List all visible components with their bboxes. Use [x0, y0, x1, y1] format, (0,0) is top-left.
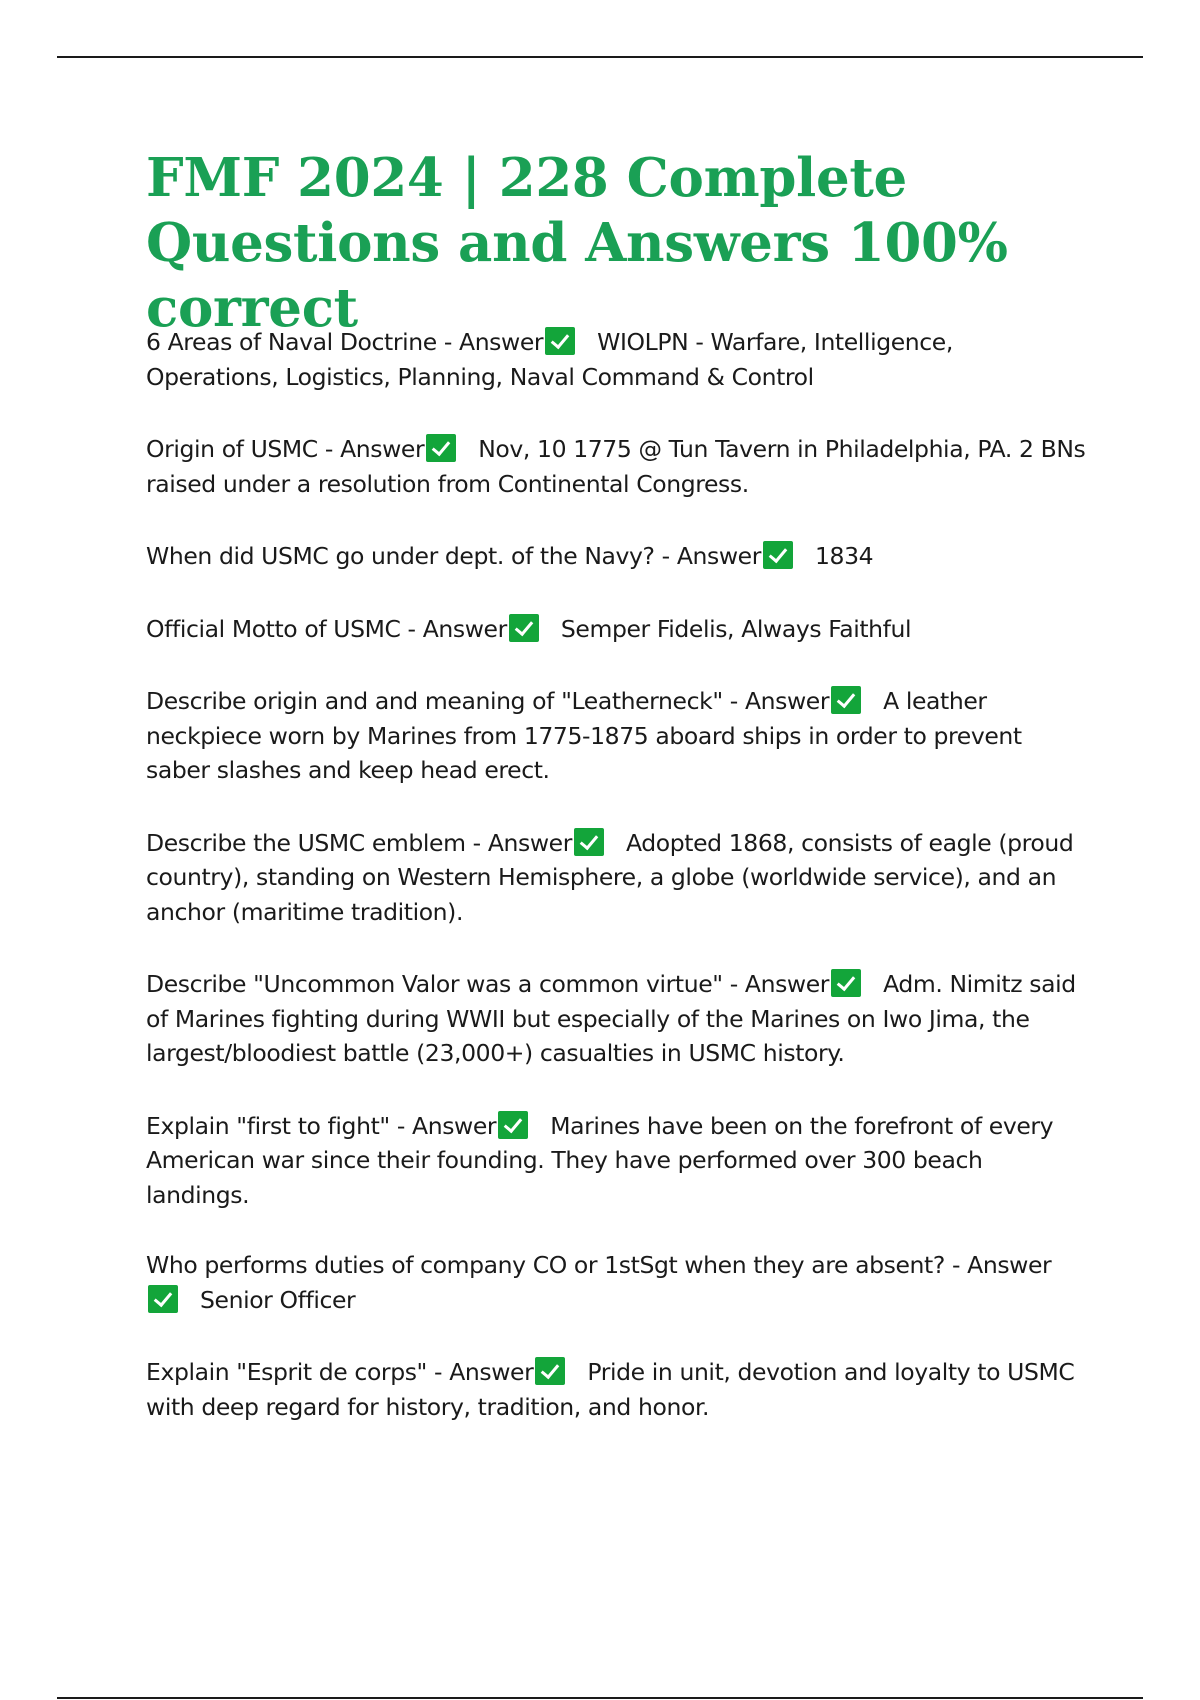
answer-text: Pride in unit, devotion and loyalty to USMC with deep regard for history, tradition, and honor.	[146, 1358, 1075, 1421]
separator: -	[400, 614, 423, 643]
answer-text: Semper Fidelis, Always Faithful	[560, 614, 912, 643]
separator: -	[944, 1251, 968, 1279]
answer-text: WIOLPN - Warfare, Intelligence, Operations, Logistics, Planning, Naval Command & Control	[146, 328, 953, 391]
separator: -	[436, 328, 460, 356]
qa-item	[146, 612, 1091, 647]
bottom-divider	[57, 1697, 1143, 1699]
page-title: FMF 2024 | 228 Complete Questions and Answers 100% correct	[146, 147, 1008, 339]
qa-item	[146, 432, 1091, 501]
separator: -	[654, 542, 677, 570]
check-mark-icon	[509, 614, 539, 642]
qa-list	[146, 325, 1091, 1462]
answer-label: Answer	[676, 542, 761, 570]
qa-item	[146, 325, 1091, 394]
qa-item	[146, 967, 1091, 1071]
check-mark-icon	[574, 828, 604, 856]
question-text: Describe the USMC emblem	[146, 828, 466, 857]
separator: -	[317, 435, 341, 463]
qa-item	[146, 826, 1091, 930]
top-divider	[57, 56, 1143, 58]
question-text: 6 Areas of Naval Doctrine	[146, 328, 437, 356]
answer-label: Answer	[449, 1358, 534, 1386]
question-text: When did USMC go under dept. of the Navy?	[146, 542, 655, 570]
answer-text: Adopted 1868, consists of eagle (proud country), standing on Western Hemisphere, a globe (worldwide service), and an anchor (maritime tradition).	[146, 828, 1074, 926]
question-text: Who performs duties of company CO or 1stSgt when they are absent?	[146, 1251, 945, 1279]
answer-label: Answer	[422, 614, 507, 643]
check-mark-icon	[831, 969, 861, 997]
question-text: Explain "first to fight"	[146, 1111, 390, 1140]
qa-item	[146, 1248, 1091, 1317]
answer-label: Answer	[487, 828, 572, 857]
separator: -	[465, 828, 488, 857]
answer-label: Answer	[744, 687, 830, 715]
answer-label: Answer	[967, 1251, 1052, 1279]
separator: -	[722, 970, 745, 998]
answer-label: Answer	[744, 970, 830, 998]
check-mark-icon	[763, 541, 793, 569]
question-text: Origin of USMC	[146, 435, 318, 463]
separator: -	[389, 1111, 413, 1140]
check-mark-icon	[148, 1285, 178, 1313]
check-mark-icon	[535, 1357, 565, 1385]
answer-text: Adm. Nimitz said of Marines fighting during WWII but especially of the Marines on Iwo Jima, the largest/bloodiest battle (23,000+) casualties in USMC history.	[146, 970, 1076, 1067]
answer-text: Senior Officer	[200, 1285, 356, 1314]
question-text: Explain "Esprit de corps"	[146, 1358, 427, 1386]
answer-label: Answer	[412, 1111, 497, 1140]
check-mark-icon	[831, 686, 861, 714]
qa-item	[146, 1109, 1091, 1213]
question-text: Official Motto of USMC	[146, 614, 401, 643]
answer-label: Answer	[459, 328, 544, 356]
qa-item	[146, 684, 1091, 788]
answer-text: Nov, 10 1775 @ Tun Tavern in Philadelphia, PA. 2 BNs raised under a resolution from Continental Congress.	[146, 435, 1086, 498]
question-text: Describe origin and and meaning of "Leatherneck"	[146, 687, 723, 715]
answer-text: A leather neckpiece worn by Marines from 1775-1875 aboard ships in order to prevent saber slashes and keep head erect.	[146, 687, 1022, 784]
check-mark-icon	[426, 434, 456, 462]
question-text: Describe "Uncommon Valor was a common virtue"	[146, 970, 723, 998]
qa-item	[146, 1355, 1091, 1424]
answer-label: Answer	[340, 435, 425, 463]
answer-text: 1834	[814, 542, 874, 570]
separator: -	[722, 687, 745, 715]
check-mark-icon	[545, 327, 575, 355]
answer-text: Marines have been on the forefront of every American war since their founding. They have performed over 300 beach landings.	[146, 1111, 1054, 1209]
separator: -	[426, 1358, 450, 1386]
qa-item	[146, 539, 1091, 574]
check-mark-icon	[498, 1111, 528, 1139]
